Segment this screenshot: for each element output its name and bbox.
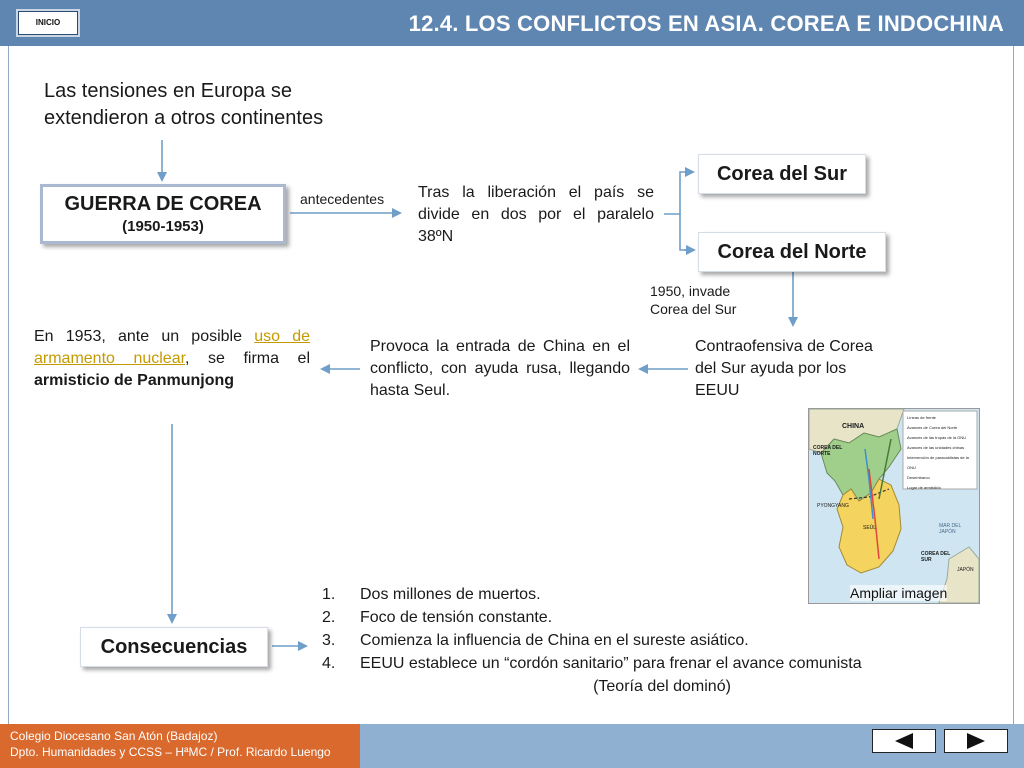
legend-item: Líneas de frente — [907, 415, 936, 420]
armisticio-part1: En 1953, ante un posible — [34, 328, 255, 345]
antecedentes-label: antecedentes — [300, 191, 385, 207]
division-text: Tras la liberación el país se divide en dos por el paralelo 38ºN — [418, 184, 654, 245]
arrow-division-to-norte — [680, 214, 693, 250]
slide-title: 12.4. LOS CONFLICTOS EN ASIA. COREA E INDOCHINA — [408, 11, 1004, 36]
armisticio-part2: , se firma el — [185, 350, 310, 367]
map-label-seul: SEÚL — [863, 525, 877, 531]
footer-line1: Colegio Diocesano San Atón (Badajoz) — [10, 729, 218, 743]
contraofensiva-text: Contraofensiva de Corea del Sur ayuda por los EEUU — [695, 338, 873, 399]
guerra-title: GUERRA DE COREA — [64, 193, 262, 215]
list-item — [322, 606, 1002, 629]
list-item — [322, 652, 1002, 675]
prev-slide-button[interactable] — [872, 729, 936, 753]
corea-del-norte-box: Corea del Norte — [698, 232, 886, 272]
ampliar-imagen-link[interactable]: Ampliar imagen — [850, 585, 948, 601]
guerra-de-corea-box — [40, 184, 286, 244]
guerra-years: (1950-1953) — [122, 218, 204, 235]
list-number: 3. — [322, 632, 336, 649]
nuclear-link[interactable]: uso de armamento nuclear — [34, 328, 310, 367]
legend-item: Avances de Corea del Norte — [907, 425, 958, 430]
intro-heading: Las tensiones en Europa se extendieron a otros continentes — [44, 80, 324, 129]
map-label-corea-sur: COREA DEL SUR — [921, 551, 951, 563]
next-slide-button[interactable] — [944, 729, 1008, 753]
triangle-left-icon — [873, 730, 935, 752]
legend-item: Lugar de armisticio — [907, 485, 941, 490]
list-text: Dos millones de muertos. — [360, 586, 541, 603]
footer-credit — [0, 724, 360, 768]
legend-item: Avances de las tropas de la ONU — [907, 435, 967, 440]
inicio-button[interactable]: INICIO — [18, 11, 78, 35]
list-number: 1. — [322, 586, 336, 603]
triangle-right-icon — [945, 730, 1007, 752]
china-entry-text: Provoca la entrada de China en el conflicto, con ayuda rusa, llegando hasta Seul. — [370, 338, 630, 399]
list-text: Foco de tensión constante. — [360, 609, 553, 626]
list-text: Comienza la influencia de China en el sureste asiático. — [360, 632, 749, 649]
map-legend — [907, 413, 975, 493]
invade-text: 1950, invade Corea del Sur — [650, 283, 737, 317]
consecuencias-box: Consecuencias — [80, 627, 268, 667]
map-label-corea-norte: COREA DEL NORTE — [813, 445, 843, 457]
legend-item: Desembarco — [907, 475, 930, 480]
armisticio-text — [34, 326, 310, 392]
korea-war-map[interactable] — [808, 408, 980, 604]
map-label-pyongyang: PYONGYANG — [817, 503, 849, 509]
map-label-mar-japon: MAR DEL JAPÓN — [939, 523, 962, 535]
list-number: 2. — [322, 609, 336, 626]
map-label-china: CHINA — [842, 423, 865, 430]
list-continuation: (Teoría del dominó) — [593, 678, 731, 695]
list-text: EEUU establece un “cordón sanitario” para frenar el avance comunista — [360, 655, 862, 672]
corea-del-sur-box: Corea del Sur — [698, 154, 866, 194]
armisticio-bold: armisticio de Panmunjong — [34, 372, 235, 389]
arrow-division-to-sur — [664, 172, 693, 214]
map-label-japon: JAPÓN — [957, 567, 974, 573]
legend-item: Intervención de paracaidistas de la ONU — [907, 455, 969, 470]
list-number: 4. — [322, 655, 336, 672]
list-item — [322, 629, 1002, 652]
legend-item: Avances de las unidades chinas — [907, 445, 965, 450]
footer-bar — [0, 724, 1024, 768]
footer-line2: Dpto. Humanidades y CCSS – HªMC / Prof. Ricardo Luengo — [10, 745, 331, 759]
